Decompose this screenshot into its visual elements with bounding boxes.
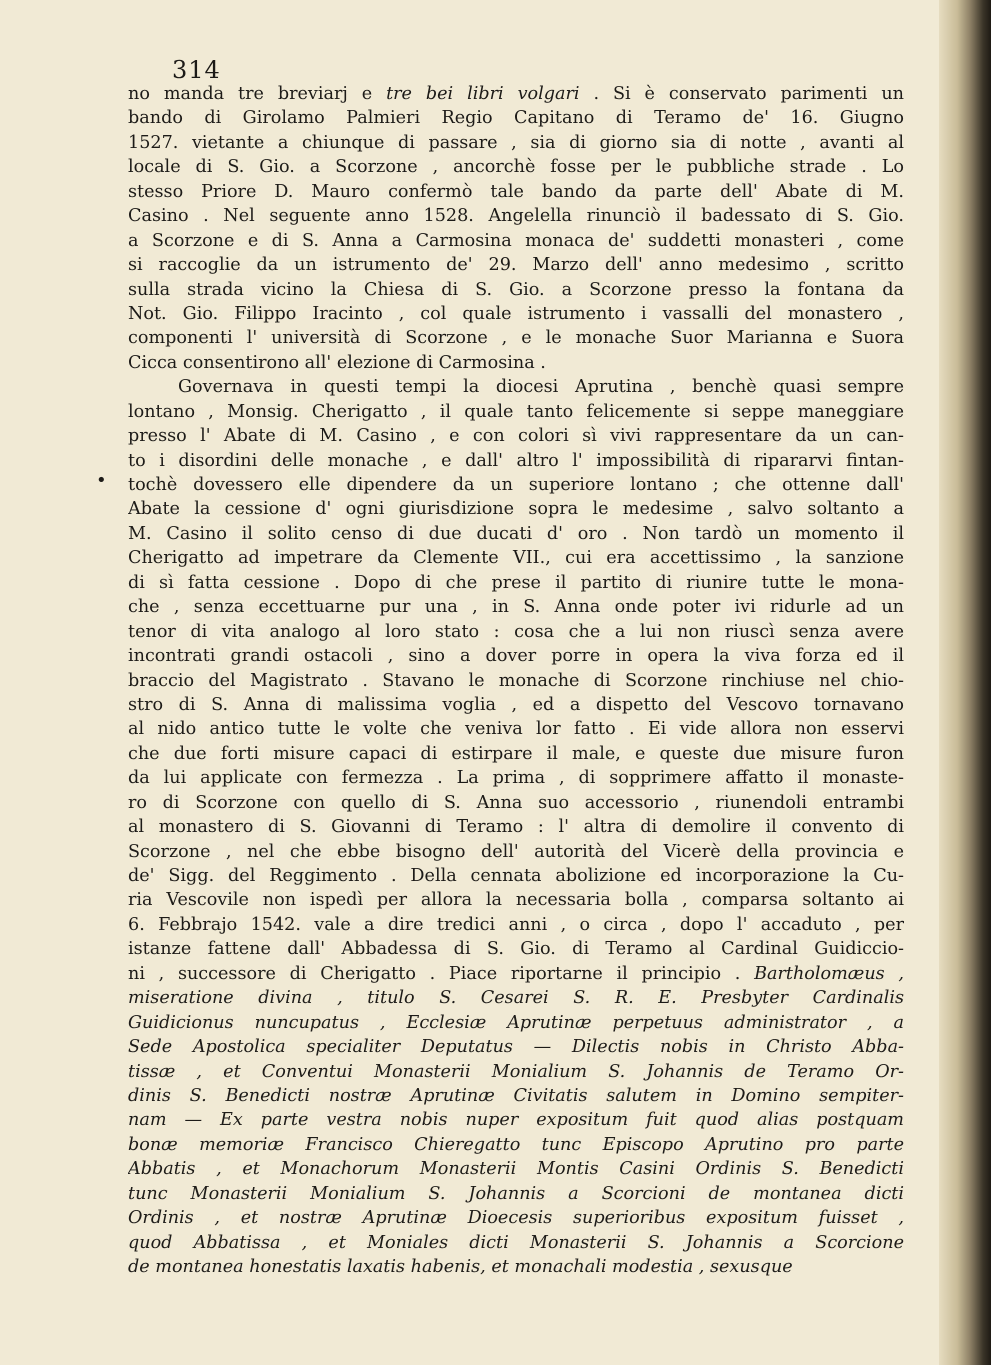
text-line: stro di S. Anna di malissima voglia , ed a dispetto del Vescovo tornavano — [128, 694, 904, 715]
text-line: Casino . Nel seguente anno 1528. Angelella rinunciò il badessato di S. Gio. — [128, 206, 904, 227]
text-line: 6. Febbrajo 1542. vale a dire tredici anni , o circa , dopo l' accaduto , per — [128, 914, 904, 935]
text-line: M. Casino il solito censo di due ducati d' oro . Non tardò un momento il — [128, 523, 904, 544]
text-line: Sede Apostolica specialiter Deputatus — Dilectis nobis in Christo Abba- — [128, 1037, 904, 1058]
text-line: tissæ , et Conventui Monasterii Monialium S. Johannis de Teramo Or- — [128, 1061, 904, 1082]
text-line: miseratione divina , titulo S. Cesarei S. R. E. Presbyter Cardinalis — [128, 988, 904, 1009]
text-body — [128, 82, 904, 1279]
text-line: Guidicionus nuncupatus , Ecclesiæ Aprutinæ perpetuus administrator , a — [128, 1012, 904, 1033]
text-line: si raccoglie da un istrumento de' 29. Marzo dell' anno medesimo , scritto — [128, 255, 904, 276]
text-line: Cherigatto ad impetrare da Clemente VII., cui era accettissimo , la sanzione — [128, 548, 904, 569]
text-line: incontrati grandi ostacoli , sino a dover porre in opera la viva forza ed il — [128, 646, 904, 667]
text-line: tochè dovessero elle dipendere da un superiore lontano ; che ottenne dall' — [128, 475, 904, 495]
text-line: sulla strada vicino la Chiesa di S. Gio. a Scorzone presso la fontana da — [128, 279, 904, 300]
text-line: to i disordini delle monache , e dall' altro l' impossibilità di ripararvi fintan- — [128, 450, 904, 471]
text-line: Scorzone , nel che ebbe bisogno dell' autorità del Vicerè della provincia e — [128, 841, 904, 862]
text-line: da lui applicate con fermezza . La prima , di sopprimere affatto il monaste- — [128, 768, 904, 789]
text-line — [128, 82, 904, 106]
text-line: Governava in questi tempi la diocesi Aprutina , benchè quasi sempre — [178, 377, 904, 398]
text-line: quod Abbatissa , et Moniales dicti Monasterii S. Johannis a Scorcione — [128, 1232, 904, 1253]
text-line: ro di Scorzone con quello di S. Anna suo accessorio , riunendoli entrambi — [128, 792, 904, 813]
text-segment: ni , successore di Cherigatto . Piace riportarne il principio . — [128, 963, 755, 984]
text-line: Abate la cessione d' ogni giurisdizione sopra le medesime , salvo soltanto a — [128, 499, 904, 520]
text-line: al monastero di S. Giovanni di Teramo : l' altra di demolire il convento di — [128, 817, 904, 838]
text-line: lontano , Monsig. Cherigatto , il quale tanto felicemente si seppe maneggiare — [128, 401, 904, 422]
italic-segment: Bartholomæus , — [754, 963, 904, 984]
text-line: al nido antico tutte le volte che veniva lor fatto . Ei vide allora non esservi — [128, 719, 904, 740]
text-line: Not. Gio. Filippo Iracinto , col quale istrumento i vassalli del monastero , — [128, 303, 904, 324]
text-line: Abbatis , et Monachorum Monasterii Montis Casini Ordinis S. Benedicti — [128, 1159, 904, 1180]
book-gutter-shadow — [939, 0, 991, 1365]
text-line: de' Sigg. del Reggimento . Della cennata abolizione ed incorporazione la Cu- — [128, 866, 904, 886]
text-line: a Scorzone e di S. Anna a Carmosina monaca de' suddetti monasteri , come — [128, 230, 904, 251]
text-line: che due forti misure capaci di estirpare il male, e queste due misure furon — [128, 743, 904, 764]
text-line: istanze fattene dall' Abbadessa di S. Gio. di Teramo al Cardinal Guidiccio- — [128, 939, 904, 960]
text-segment: . Si è conservato parimenti un — [579, 84, 904, 104]
text-line: 1527. vietante a chiunque di passare , sia di giorno sia di notte , avanti al — [128, 132, 904, 153]
text-line: bando di Girolamo Palmieri Regio Capitano di Teramo de' 16. Giugno — [128, 108, 904, 129]
text-line: di sì fatta cessione . Dopo di che prese il partito di riunire tutte le mona- — [128, 572, 904, 593]
text-line: braccio del Magistrato . Stavano le monache di Scorzone rinchiuse nel chio- — [128, 670, 904, 691]
text-line: Cicca consentirono all' elezione di Carmosina . — [128, 352, 546, 373]
text-line — [128, 962, 904, 986]
margin-mark: • — [96, 470, 107, 491]
text-line: che , senza eccettuarne pur una , in S. Anna onde poter ivi ridurle ad un — [128, 597, 904, 618]
text-line: Ordinis , et nostræ Aprutinæ Dioecesis superioribus expositum fuisset , — [128, 1208, 904, 1229]
text-line: tunc Monasterii Monialium S. Johannis a Scorcioni de montanea dicti — [128, 1183, 904, 1204]
text-line: dinis S. Benedicti nostræ Aprutinæ Civitatis salutem in Domino sempiter- — [128, 1085, 904, 1106]
text-line: bonæ memoriæ Francisco Chieregatto tunc Episcopo Aprutino pro parte — [128, 1134, 904, 1155]
text-line: componenti l' università di Scorzone , e le monache Suor Marianna e Suora — [128, 328, 904, 349]
text-segment: no manda tre breviarj e — [128, 84, 387, 104]
text-line: tenor di vita analogo al loro stato : cosa che a lui non riuscì senza avere — [128, 621, 904, 642]
text-line: ria Vescovile non ispedì per allora la necessaria bolla , comparsa soltanto ai — [128, 890, 904, 911]
text-line: presso l' Abate di M. Casino , e con colori sì vivi rappresentare da un can- — [128, 426, 904, 447]
page-number: 314 — [172, 56, 221, 84]
text-line: de montanea honestatis laxatis habenis, et monachali modestia , sexusque — [128, 1257, 793, 1277]
text-line: stesso Priore D. Mauro confermò tale bando da parte dell' Abate di M. — [128, 181, 904, 202]
text-line: locale di S. Gio. a Scorzone , ancorchè fosse per le pubbliche strade . Lo — [128, 157, 904, 178]
text-line: nam — Ex parte vestra nobis nuper expositum fuit quod alias postquam — [128, 1110, 904, 1131]
italic-segment: tre bei libri volgari — [386, 84, 580, 104]
